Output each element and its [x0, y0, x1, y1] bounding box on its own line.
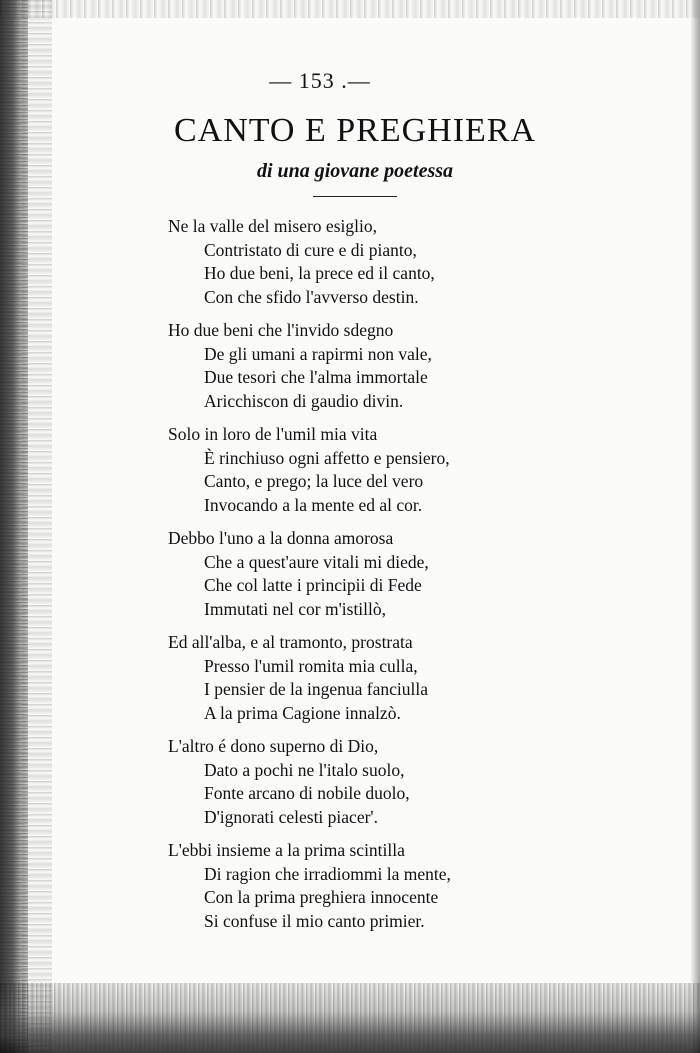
- stanza: [168, 423, 528, 517]
- poem-line: Canto, e prego; la luce del vero: [204, 471, 424, 491]
- poem-line: De gli umani a rapirmi non vale,: [204, 343, 432, 364]
- poem-line: Invocando a la mente ed al cor.: [204, 494, 423, 515]
- stanza: [168, 735, 528, 829]
- poem-line: Con la prima preghiera innocente: [204, 887, 439, 907]
- poem-line: I pensier de la ingenua fanciulla: [204, 679, 428, 699]
- poem-line: È rinchiuso ogni affetto e pensiero,: [204, 447, 450, 468]
- title-divider: [313, 196, 397, 197]
- poem-line: D'ignorati celesti piacer'.: [204, 806, 378, 827]
- page-number: — 153 .—: [269, 68, 371, 93]
- stanza: [168, 839, 528, 933]
- poem-line: Due tesori che l'alma immortale: [204, 367, 428, 387]
- poem-line: Immutati nel cor m'istillò,: [204, 598, 387, 619]
- poem-line: Ne la valle del misero esiglio,: [168, 216, 377, 236]
- poem-line: Aricchiscon di gaudio divin.: [204, 390, 404, 411]
- poem-line: L'ebbi insieme a la prima scintilla: [168, 840, 405, 860]
- poem-line: Ho due beni che l'invido sdegno: [168, 320, 394, 340]
- poem-title: CANTO E PREGHIERA: [173, 112, 537, 149]
- poem-body: [168, 215, 528, 943]
- scan-edge-left-shadow: [22, 0, 52, 1053]
- stanza: [168, 215, 528, 309]
- poem-line: Di ragion che irradiommi la mente,: [204, 863, 451, 884]
- scan-edge-right: [690, 0, 700, 1053]
- poem-line: L'altro é dono superno di Dio,: [168, 736, 379, 756]
- scan-edge-bottom: [0, 983, 700, 1053]
- poem-line: Debbo l'uno a la donna amorosa: [168, 528, 394, 548]
- poem-line: Presso l'umil romita mia culla,: [204, 655, 418, 676]
- poem-line: Dato a pochi ne l'italo suolo,: [204, 759, 405, 780]
- stanza: [168, 319, 528, 413]
- poem-line: Che col latte i principii di Fede: [204, 575, 422, 595]
- poem-line: Che a quest'aure vitali mi diede,: [204, 551, 429, 572]
- poem-line: Contristato di cure e di pianto,: [204, 239, 417, 260]
- poem-line: A la prima Cagione innalzò.: [204, 702, 401, 723]
- poem-subtitle: di una giovane poetessa: [256, 160, 454, 182]
- stanza: [168, 631, 528, 725]
- poem-line: Ed all'alba, e al tramonto, prostrata: [168, 632, 413, 652]
- poem-line: Si confuse il mio canto primier.: [204, 910, 425, 931]
- poem-line: Ho due beni, la prece ed il canto,: [204, 263, 435, 283]
- poem-line: Solo in loro de l'umil mia vita: [168, 424, 378, 444]
- scan-edge-top: [0, 0, 700, 18]
- poem-line: Fonte arcano di nobile duolo,: [204, 783, 410, 803]
- stanza: [168, 527, 528, 621]
- poem-line: Con che sfido l'avverso destin.: [204, 286, 419, 307]
